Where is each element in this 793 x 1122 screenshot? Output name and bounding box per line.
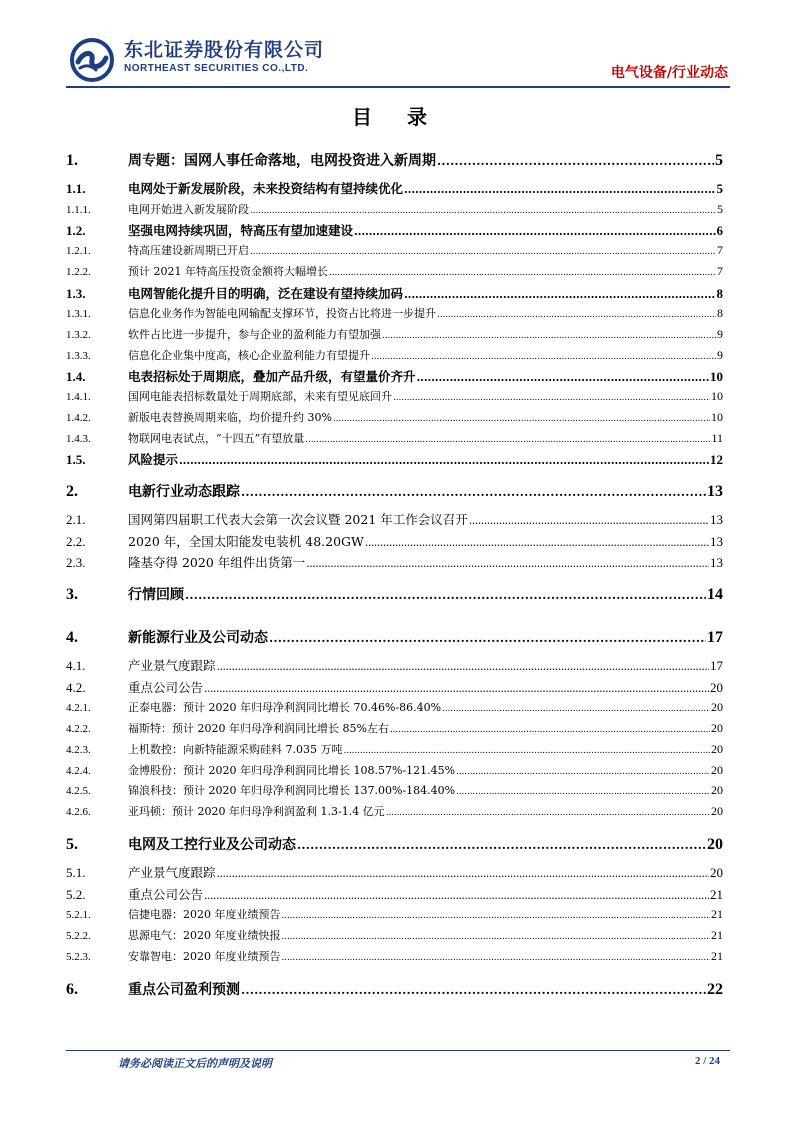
toc-entry[interactable] [66,782,723,798]
toc-entry-number: 2.3. [66,555,86,570]
toc-entry-page: 10 [711,410,723,424]
toc-entry-number: 2. [66,483,78,500]
toc-leader-dots [306,557,709,570]
toc-entry-page: 21 [710,887,723,902]
toc-entry-title: 亚玛顿：预计 2020 年归母净利润盈利 1.3-1.4 亿元 [128,805,385,818]
toc-entry[interactable] [66,584,723,604]
toc-entry[interactable] [66,450,723,468]
toc-entry-title: 特高压建设新周期已开启 [128,244,249,257]
toc-entry-number: 4.2.4. [66,765,91,777]
toc-entry-title: 国网第四届职工代表大会第一次会议暨 2021 年工作会议召开 [128,512,468,527]
toc-entry-title: 坚强电网持续巩固，特高压有望加速建设 [128,223,354,238]
toc-entry-number: 1.3.1. [66,308,91,320]
toc-leader-dots [217,867,709,880]
toc-entry-number: 1.1.1. [66,204,91,216]
toc-entry-number: 1.4. [66,369,86,384]
toc-entry[interactable] [66,948,723,964]
toc-entry-number: 4. [66,629,78,646]
toc-leader-dots [217,660,709,673]
toc-entry-page: 20 [710,865,723,880]
toc-leader-dots [390,725,710,735]
toc-entry-number: 4.2.6. [66,806,91,818]
toc-entry-page: 8 [716,286,723,301]
toc-entry-number: 1.4.3. [66,433,91,445]
toc-entry-number: 5.1. [66,865,86,880]
toc-entry-page: 11 [711,431,723,445]
toc-leader-dots [250,206,716,216]
toc-entry-number: 1. [66,152,78,169]
toc-entry-page: 8 [717,306,723,320]
toc-entry[interactable] [66,762,723,778]
toc-entry[interactable] [66,532,723,550]
toc-entry-page: 20 [711,804,723,818]
header-divider [66,86,730,88]
toc-leader-dots [386,808,710,818]
toc-leader-dots [365,536,709,549]
toc-entry-number: 4.1. [66,658,86,673]
toc-leader-dots [437,310,716,320]
toc-entry-page: 20 [707,836,723,853]
page-indicator: 2 / 24 [694,1055,720,1067]
footer-disclaimer: 请务必阅读正文后的声明及说明 [118,1057,272,1070]
toc-entry[interactable] [66,699,723,715]
toc-entry-page: 13 [710,555,723,570]
toc-entry[interactable] [66,741,723,757]
toc-entry-title: 软件占比进一步提升，参与企业的盈利能力有望加强 [128,328,381,341]
toc-entry-number: 4.2. [66,680,86,695]
toc-entry-number: 1.4.1. [66,391,91,403]
toc-entry-number: 5.2.1. [66,909,91,921]
toc-entry-page: 21 [711,949,723,963]
toc-entry-page: 13 [710,512,723,527]
toc-entry-page: 17 [710,658,723,673]
toc-entry-title: 金博股份：预计 2020 年归母净利润同比增长 108.57%-121.45% [128,764,456,777]
toc-entry[interactable] [66,510,723,528]
toc-leader-dots [469,514,709,527]
toc-entry-title: 思源电气：2020 年度业绩快报 [128,929,281,942]
toc-entry-title: 电网及工控行业及公司动态 [128,837,296,853]
toc-entry-page: 20 [710,680,723,695]
toc-entry-number: 1.3.3. [66,350,91,362]
toc-entry-page: 10 [710,369,723,384]
toc-entry-page: 5 [716,181,723,196]
toc-entry-page: 5 [715,152,723,169]
toc-entry[interactable] [66,863,723,881]
toc-entry-number: 6. [66,981,78,998]
toc-entry[interactable] [66,481,723,501]
toc-entry-page: 20 [711,721,723,735]
toc-entry-number: 1.4.2. [66,412,91,424]
toc-leader-dots [282,911,711,921]
toc-leader-dots [241,983,706,997]
toc-entry-page: 21 [711,928,723,942]
toc-entry-title: 新能源行业及公司动态 [128,630,268,646]
toc-entry-page: 13 [710,534,723,549]
toc-entry-page: 6 [716,223,723,238]
toc-entry-number: 3. [66,586,78,603]
toc-entry-title: 上机数控：向新特能源采购硅料 7.035 万吨 [128,743,343,756]
toc-entry-title: 正泰电器：预计 2020 年归母净利润同比增长 70.46%-86.40% [128,701,442,714]
toc-entry[interactable] [66,263,723,279]
toc-entry[interactable] [66,927,723,943]
toc-entry-title: 国网电能表招标数量处于周期底部，未来有望见底回升 [128,390,392,403]
toc-entry[interactable] [66,326,723,342]
toc-leader-dots [343,746,710,756]
toc-entry-title: 周专题：国网人事任命落地，电网投资进入新周期 [128,153,436,169]
toc-entry-number: 2.2. [66,534,86,549]
toc-entry-page: 7 [717,243,723,257]
toc-entry-number: 1.3. [66,286,86,301]
toc-entry-page: 10 [711,389,723,403]
toc-entry-page: 9 [717,327,723,341]
toc-entry-title: 电新行业动态跟踪 [128,484,240,500]
toc-entry-title: 信息化业务作为智能电网输配支撑环节，投资占比将进一步提升 [128,307,436,320]
toc-entry-title: 电网开始进入新发展阶段 [128,203,249,216]
company-name-cn: 东北证券股份有限公司 [124,39,325,61]
toc-entry[interactable] [66,305,723,321]
toc-leader-dots [354,225,715,238]
toc-entry[interactable] [66,803,723,819]
toc-entry-title: 隆基夺得 2020 年组件出货第一 [128,555,306,570]
toc-entry-title: 重点公司公告 [128,680,204,695]
toc-leader-dots [404,288,715,301]
toc-leader-dots [333,414,710,424]
page-header [0,0,793,100]
toc-entry[interactable] [66,347,723,363]
toc-entry[interactable] [66,430,723,446]
toc-entry-number: 5.2.3. [66,951,91,963]
toc-entry-title: 福斯特：预计 2020 年归母净利润同比增长 85%左右 [128,722,389,735]
company-name-en: NORTHEAST SECURITIES CO.,LTD. [124,63,309,74]
toc-leader-dots [442,704,710,714]
toc-leader-dots [456,767,710,777]
toc-entry[interactable] [66,284,723,302]
toc-entry-page: 14 [707,586,723,603]
toc-leader-dots [282,953,711,963]
toc-leader-dots [417,371,709,384]
toc-entry[interactable] [66,179,723,197]
toc-leader-dots [371,352,716,362]
toc-entry-title: 电网智能化提升目的明确，泛在建设有望持续加码 [128,286,404,301]
toc-entry[interactable] [66,388,723,404]
toc-entry-title: 产业景气度跟踪 [128,658,216,673]
toc-entry-page: 12 [710,452,723,467]
toc-entry[interactable] [66,834,723,854]
toc-entry-page: 9 [717,348,723,362]
report-type-label: 电气设备/行业动态 [610,65,728,81]
toc-entry-title: 信捷电器：2020 年度业绩预告 [128,908,281,921]
toc-leader-dots [382,331,716,341]
toc-entry-page: 17 [707,629,723,646]
toc-entry-title: 锦浪科技：预计 2020 年归母净利润同比增长 137.00%-184.40% [128,784,456,797]
toc-leader-dots [437,154,714,168]
toc-leader-dots [241,485,706,499]
toc-entry-title: 2020 年，全国太阳能发电装机 48.20GW [128,534,364,549]
toc-entry[interactable] [66,201,723,217]
toc-entry-page: 5 [717,202,723,216]
toc-entry[interactable] [66,906,723,922]
toc-entry-number: 5.2.2. [66,930,91,942]
toc-entry-title: 重点公司公告 [128,887,204,902]
toc-leader-dots [456,787,710,797]
toc-leader-dots [305,435,710,445]
toc-entry[interactable] [66,221,723,239]
toc-entry-title: 行情回顾 [128,587,184,603]
toc-entry-title: 产业景气度跟踪 [128,865,216,880]
toc-entry-page: 20 [711,742,723,756]
toc-entry-number: 5. [66,836,78,853]
toc-leader-dots [269,631,706,645]
toc-leader-dots [329,268,716,278]
toc-entry[interactable] [66,242,723,258]
toc-entry[interactable] [66,150,723,170]
footer-divider [66,1050,730,1051]
toc-entry-page: 20 [711,700,723,714]
toc-entry-number: 1.5. [66,452,86,467]
toc-entry-page: 22 [707,981,723,998]
toc-entry-number: 4.2.3. [66,744,91,756]
toc-entry-number: 1.3.2. [66,329,91,341]
toc-entry[interactable] [66,409,723,425]
toc-entry-title: 物联网电表试点，“十四五”有望放量 [128,432,305,445]
toc-leader-dots [185,588,706,602]
toc-entry-title: 重点公司盈利预测 [128,982,240,998]
toc-entry[interactable] [66,979,723,999]
toc-entry-number: 5.2. [66,887,86,902]
toc-entry-title: 信息化企业集中度高，核心企业盈利能力有望提升 [128,349,370,362]
toc-leader-dots [297,838,706,852]
toc-entry[interactable] [66,678,723,696]
toc-entry-page: 20 [711,783,723,797]
toc-entry-number: 4.2.5. [66,785,91,797]
toc-entry[interactable] [66,627,723,647]
toc-entry-title: 新版电表替换周期来临，均价提升约 30% [128,411,332,424]
toc-leader-dots [179,454,709,467]
toc-entry-title: 安靠智电：2020 年度业绩预告 [128,950,281,963]
toc-leader-dots [204,889,709,902]
toc-entry-number: 1.2.2. [66,266,91,278]
toc-leader-dots [282,932,711,942]
toc-entry-page: 21 [711,907,723,921]
toc-title: 目 录 [352,105,441,129]
toc-leader-dots [404,183,715,196]
northeast-securities-logo-icon [70,38,114,82]
toc-entry-number: 1.2.1. [66,245,91,257]
toc-entry-number: 4.2.1. [66,702,91,714]
toc-entry[interactable] [66,885,723,903]
toc-entry-page: 13 [707,483,723,500]
toc-entry-title: 预计 2021 年特高压投资金额将大幅增长 [128,265,328,278]
toc-entry-number: 4.2.2. [66,723,91,735]
toc-entry[interactable] [66,367,723,385]
toc-entry-page: 7 [717,264,723,278]
toc-entry-page: 20 [711,763,723,777]
toc-leader-dots [393,393,710,403]
toc-entry-title: 风险提示 [128,452,179,467]
toc-entry[interactable] [66,720,723,736]
toc-entry-number: 2.1. [66,512,86,527]
toc-leader-dots [204,682,709,695]
toc-entry-number: 1.1. [66,181,86,196]
toc-entry[interactable] [66,656,723,674]
toc-entry-number: 1.2. [66,223,86,238]
toc-entry-title: 电表招标处于周期底，叠加产品升级，有望量价齐升 [128,369,416,384]
toc-leader-dots [250,247,716,257]
toc-entry-title: 电网处于新发展阶段，未来投资结构有望持续优化 [128,181,404,196]
toc-entry[interactable] [66,553,723,571]
